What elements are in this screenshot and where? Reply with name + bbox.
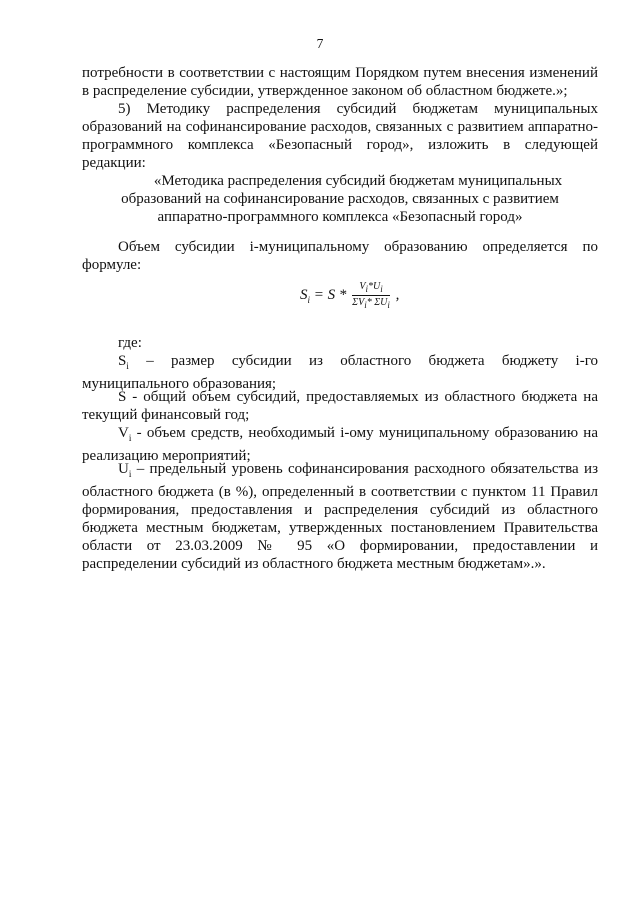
text-line: формирования, предоставления и распределения субсидий из областного <box>82 502 598 518</box>
text-line: областного бюджета (в %), определенный в соответствии с пунктом 11 Правил <box>82 484 598 500</box>
text-line: муниципального образования; <box>82 376 277 392</box>
subsidy-formula <box>300 281 399 310</box>
page-number: 7 <box>316 36 324 51</box>
text-line: потребности в соответствии с настоящим Порядком путем внесения изменений <box>82 65 598 81</box>
definition-vi <box>82 424 598 465</box>
text-line: образований на софинансирование расходов, связанных с развитием аппаратно- <box>82 119 598 135</box>
definition-si <box>82 352 598 393</box>
text-line: Объем субсидии i-муниципальному образованию определяется по <box>118 239 598 255</box>
text-line: программного комплекса «Безопасный город», изложить в следующей <box>82 137 598 153</box>
text-line: реализацию мероприятий; <box>82 448 251 464</box>
formula-denominator: $\Sigma V_i*$ $\Sigma U_i$ <box>352 297 390 310</box>
where-label: где: <box>118 335 142 351</box>
text-line: текущий финансовый год; <box>82 407 250 423</box>
text-line: бюджета местным бюджетам, утвержденных постановлением Правительства <box>82 520 598 536</box>
heading-line: аппаратно-программного комплекса «Безопасный город» <box>157 209 523 225</box>
formula-fraction <box>352 281 390 310</box>
heading-line: образований на софинансирование расходов, связанных с развитием <box>121 191 559 207</box>
text-line: распределении субсидий из областного бюджета местным бюджетам».». <box>82 556 546 572</box>
text-line: в распределение субсидии, утвержденное законом об областном бюджете.»; <box>82 83 568 99</box>
definition-ui <box>82 460 598 573</box>
text-line: формуле: <box>82 257 142 273</box>
paragraph-formula-intro <box>82 238 598 274</box>
formula-eq: = S * <box>310 286 351 303</box>
paragraph-continuation <box>82 64 598 100</box>
methodology-heading <box>82 172 598 226</box>
formula-trail: , <box>391 286 400 303</box>
text-line: 5) Методику распределения субсидий бюджетам муниципальных <box>118 101 598 117</box>
text-line: области от 23.03.2009 № 95 «О формировании, предоставлении и <box>82 538 598 554</box>
text-line: $V_i$ - объем средств, необходимый i-ому муниципальному образованию на <box>118 425 598 443</box>
formula-lhs: S <box>300 286 308 303</box>
paragraph-item-5 <box>82 100 598 172</box>
text-line: редакции: <box>82 155 146 171</box>
text-line: $U_i$ – предельный уровень софинансирования расходного обязательства из <box>118 461 598 479</box>
formula-numerator: $V_i*U_i$ <box>352 281 390 296</box>
text-line: S - общий объем субсидий, предоставляемых из областного бюджета на <box>118 389 598 405</box>
heading-line: «Методика распределения субсидий бюджетам муниципальных <box>153 173 563 189</box>
definition-s-total <box>82 388 598 424</box>
text-line: $S_i$ – размер субсидии из областного бюджета бюджету i-го <box>118 353 598 371</box>
formula-lhs-sub: i <box>307 294 311 305</box>
